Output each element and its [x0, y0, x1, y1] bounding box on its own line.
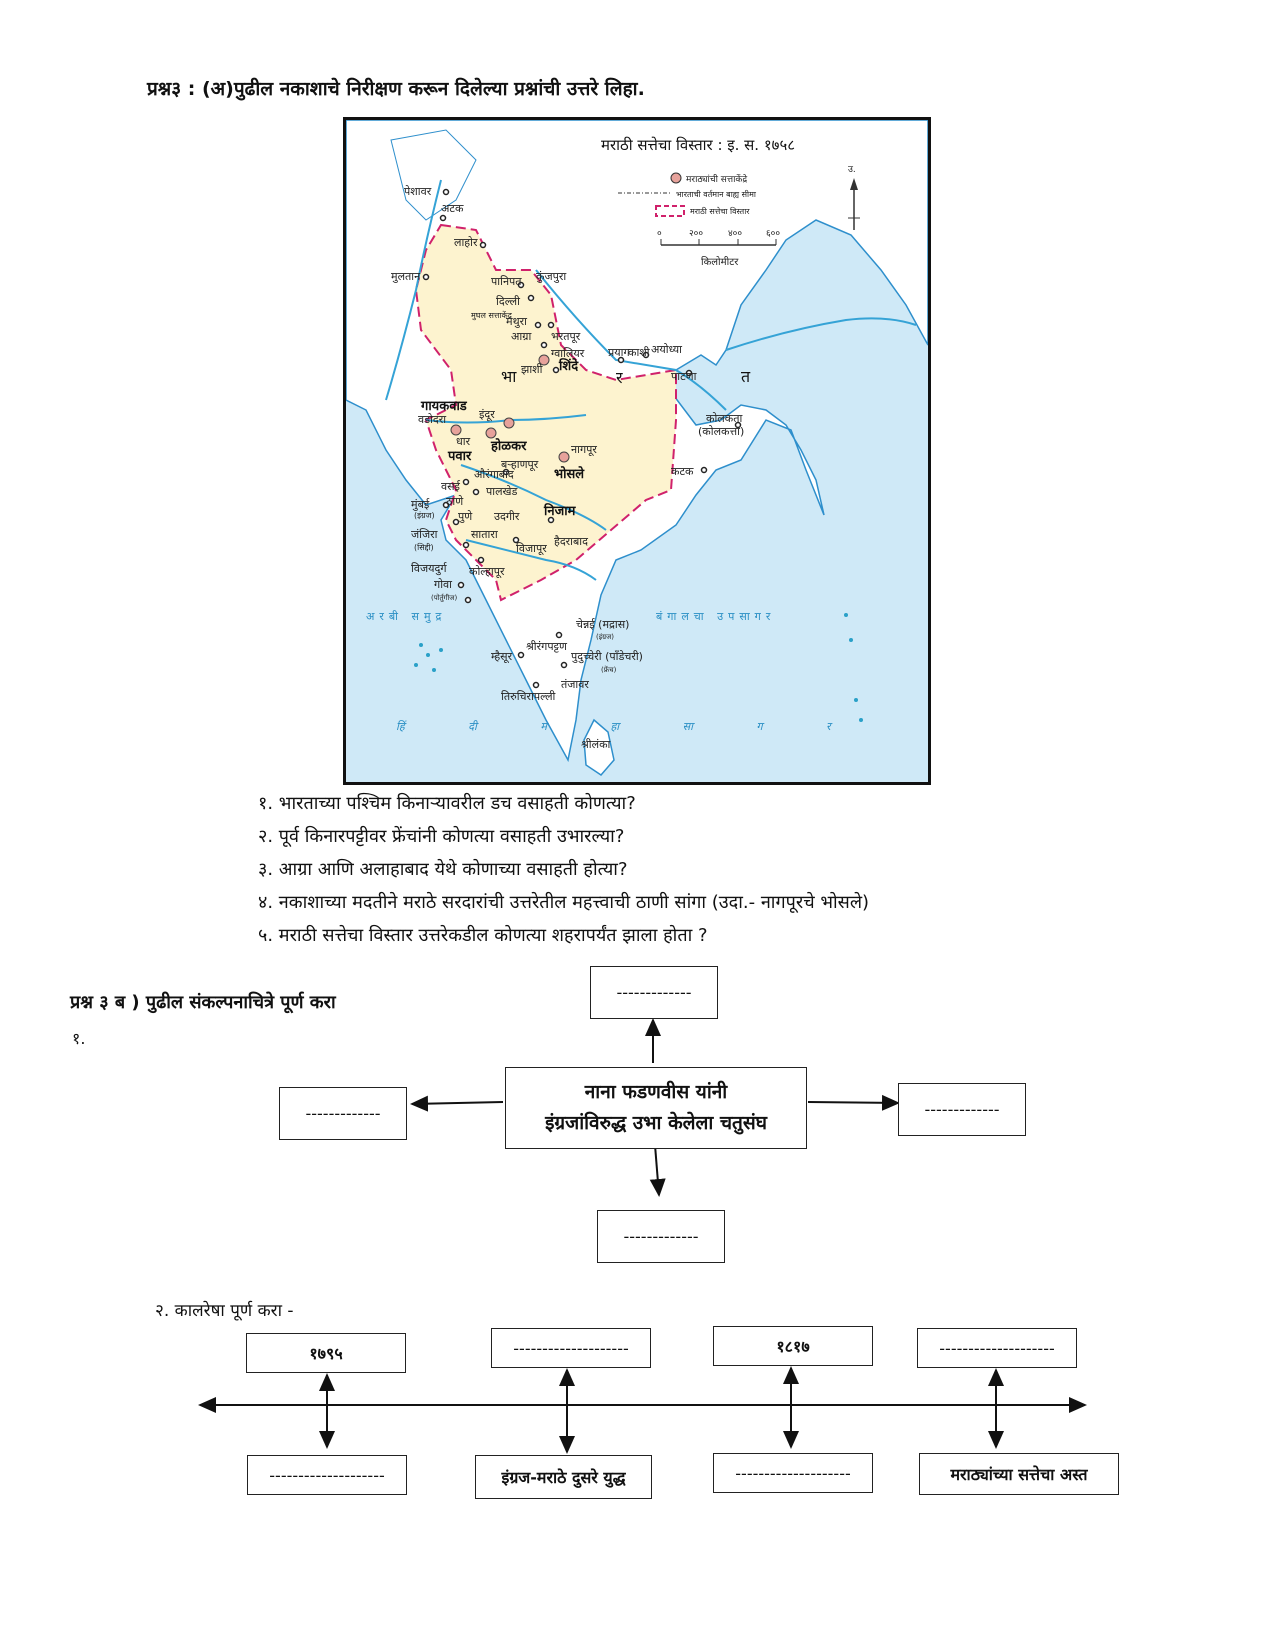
concept-number: १. [72, 1029, 86, 1048]
label-mysore: म्हैसूर [491, 650, 513, 663]
label-goa-port: (पोर्तुगीज) [431, 594, 458, 602]
label-mumbai-eng: (इंग्रज) [414, 511, 435, 520]
label-bhaa: भा [501, 367, 517, 386]
label-hyderabad: हैदराबाद [554, 535, 589, 548]
label-holkar: होळकर [491, 439, 527, 454]
concept-left-box[interactable]: ------------- [279, 1087, 407, 1140]
question-4: ४. नकाशाच्या मदतीने मराठे सरदारांची उत्तरेतील महत्त्वाची ठाणी सांगा (उदा.- नागपूरचे भोसले) [258, 892, 870, 913]
label-kashi: काशी [628, 346, 650, 359]
label-thane: ठाणे [446, 495, 464, 508]
label-mumbai: मुंबई [411, 498, 430, 511]
label-satara: सातारा [471, 528, 498, 541]
label-pune: पुणे [458, 510, 473, 523]
svg-text:उ.: उ. [848, 165, 856, 175]
label-dhar: धार [456, 435, 471, 448]
label-chennai-eng: (इंग्रज) [596, 633, 615, 641]
label-janjira-siddi: (सिद्दी) [414, 543, 434, 552]
label-multan: मुलतान [391, 270, 421, 283]
label-vijaydurg: विजयदुर्ग [411, 562, 447, 575]
concept-center-line2: इंग्रजांविरुद्ध उभा केलेला चतुसंघ [545, 1112, 767, 1134]
label-nagpur: नागपूर [571, 443, 597, 456]
label-attock: अटक [441, 202, 464, 215]
legend-centers: मराठ्यांची सत्ताकेंद्रे [686, 175, 748, 185]
label-mathura: मथुरा [506, 315, 527, 328]
label-chennai: चेन्नई (मद्रास) [576, 618, 630, 631]
label-palkhed: पालखेड [486, 485, 518, 498]
scale-tick-600: ६०० [766, 229, 781, 239]
label-udgir: उदगीर [494, 510, 520, 523]
label-ta: त [741, 367, 751, 386]
label-bhosale: भोसले [554, 467, 585, 482]
label-aurangabad: औरंगाबाद [474, 468, 514, 481]
label-kunjpura: कुंजपुरा [536, 270, 567, 283]
label-gwalior: ग्वालियर [551, 347, 585, 360]
map-title: मराठी सत्तेचा विस्तार : इ. स. १७५८ [601, 136, 796, 154]
scale-tick-200: २०० [689, 229, 704, 239]
label-vadodara: वडोदरा [418, 413, 447, 426]
label-burhanpur: बऱ्हाणपूर [501, 458, 539, 471]
timeline-title: २. कालरेषा पूर्ण करा - [155, 1301, 294, 1321]
label-tanjavur: तंजावर [561, 678, 589, 691]
concept-bottom-box[interactable]: ------------- [597, 1210, 725, 1263]
timeline-top-1[interactable]: १७९५ [246, 1333, 406, 1373]
label-shinde: शिंदे [559, 359, 579, 374]
label-ra: र [616, 368, 623, 387]
label-puducherry: पुदुच्चेरी (पाँडेचरी) [571, 650, 643, 663]
question-1: १. भारताच्या पश्चिम किनाऱ्यावरील डच वसाहती कोणत्या? [258, 793, 636, 814]
timeline-bottom-3[interactable]: -------------------- [713, 1453, 873, 1493]
label-kolhapur: कोल्हापूर [469, 565, 505, 578]
label-pawar: पवार [448, 449, 472, 464]
section-b-title: प्रश्न ३ ब ) पुढील संकल्पनाचित्रे पूर्ण करा [70, 992, 336, 1013]
label-mughal: मुघल सत्ताकेंद्र [471, 311, 512, 320]
concept-center-line1: नाना फडणवीस यांनी [584, 1081, 728, 1103]
concept-right-box[interactable]: ------------- [898, 1083, 1026, 1136]
question-5: ५. मराठी सत्तेचा विस्तार उत्तरेकडील कोणत्या शहरापर्यंत झाला होता ? [258, 925, 708, 946]
timeline-top-3[interactable]: १८१७ [713, 1326, 873, 1366]
timeline-bottom-2: इंग्रज-मराठे दुसरे युद्ध [475, 1455, 652, 1499]
label-bay-of-bengal: बंगालचा उपसागर [656, 610, 776, 623]
legend-border: भारताची वर्तमान बाह्य सीमा [676, 190, 756, 199]
label-panipat: पानिपत [491, 275, 522, 288]
label-kolkata: कोलकता [706, 412, 743, 425]
label-prayag: प्रयाग [608, 346, 630, 359]
scale-unit: किलोमीटर [701, 257, 739, 268]
label-patna: पाटणा [671, 370, 697, 383]
label-puducherry-fr: (फ्रेंच) [601, 666, 617, 674]
label-srilanka: श्रीलंका [581, 738, 611, 751]
label-arabian-sea: अरबी समुद्र [366, 610, 447, 623]
timeline-bottom-4: मराठ्यांच्या सत्तेचा अस्त [919, 1453, 1119, 1495]
label-ayodhya: अयोध्या [651, 343, 682, 356]
question-3: ३. आग्रा आणि अलाहाबाद येथे कोणाच्या वसाहती होत्या? [258, 859, 628, 880]
label-indian-ocean: हिं दी म हा सा ग र [396, 720, 861, 733]
label-peshawar: पेशावर [404, 185, 432, 198]
label-indore: इंदूर [479, 408, 495, 421]
timeline-top-4[interactable]: -------------------- [917, 1328, 1077, 1368]
concept-center-box [505, 1067, 807, 1149]
concept-top-box[interactable]: ------------- [590, 966, 718, 1019]
label-tiruchirapalli: तिरुचिरापल्ली [501, 690, 556, 703]
label-lahore: लाहोर [454, 236, 478, 249]
label-bharatpur: भरतपूर [551, 330, 581, 343]
label-gaikwad: गायकवाड [421, 399, 467, 414]
label-agra: आग्रा [511, 330, 532, 343]
timeline-top-2[interactable]: -------------------- [491, 1328, 651, 1368]
label-janjira: जंजिरा [411, 528, 438, 541]
label-bijapur: विजापूर [516, 542, 547, 555]
scale-tick-0: ० [657, 229, 662, 239]
section-a-title: प्रश्न३ : (अ)पुढील नकाशाचे निरीक्षण करून दिलेल्या प्रश्नांची उत्तरे लिहा. [147, 78, 645, 100]
label-vasai: वसई [441, 480, 460, 493]
timeline-bottom-1[interactable]: -------------------- [247, 1455, 407, 1495]
label-jhansi: झाशी [521, 363, 543, 376]
label-srirangapatna: श्रीरंगपट्टण [526, 640, 567, 653]
label-nizam: निजाम [544, 504, 576, 519]
scale-tick-400: ४०० [728, 229, 743, 239]
question-2: २. पूर्व किनारपट्टीवर फ्रेंचांनी कोणत्या वसाहती उभारल्या? [258, 826, 625, 847]
label-kolkata-eng: (कोलकत्ता) [698, 425, 745, 438]
label-cuttack: कटक [671, 465, 694, 478]
label-delhi: दिल्ली [496, 295, 520, 308]
label-goa: गोवा [434, 578, 453, 591]
legend-extent: मराठी सत्तेचा विस्तार [690, 207, 750, 216]
